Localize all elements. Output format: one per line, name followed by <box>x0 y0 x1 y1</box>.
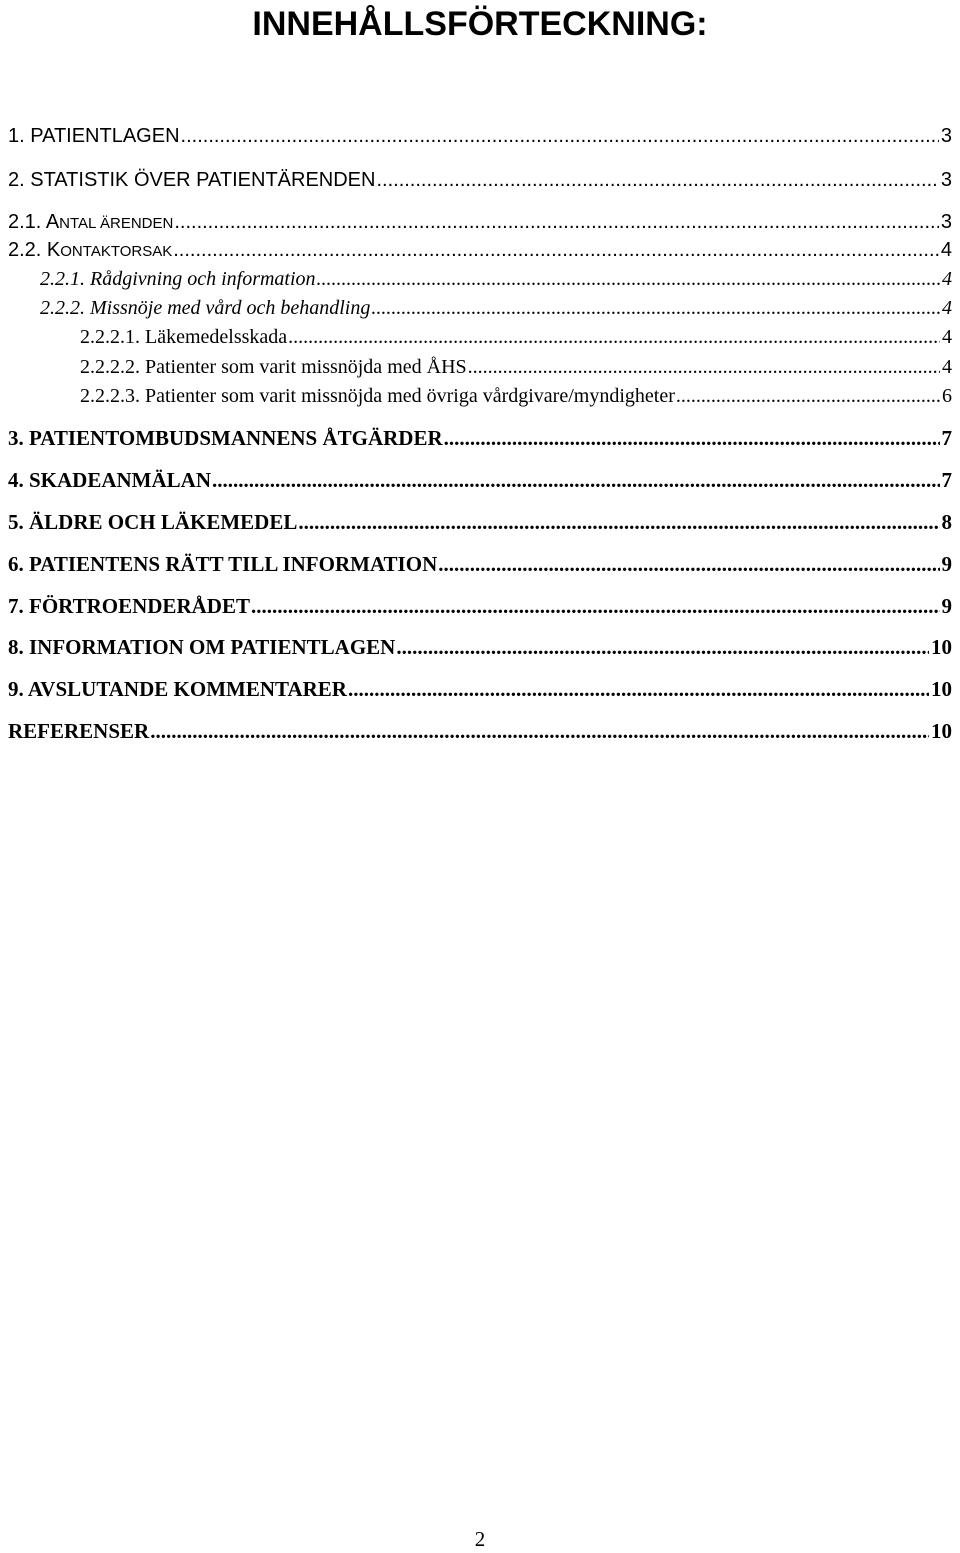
toc-label-prefix: 2.1. A <box>8 211 60 233</box>
toc-entry-page: 4 <box>942 326 952 348</box>
toc-entry-page: 6 <box>942 385 952 407</box>
toc-entry-8[interactable] <box>0 629 960 665</box>
page-number: 2 <box>474 1527 486 1551</box>
toc-entry-label: 2.2.2. Missnöje med vård och behandling <box>40 297 371 319</box>
toc-entry-label: 8. INFORMATION OM PATIENTLAGEN <box>8 635 396 659</box>
toc-entry-label: 3. PATIENTOMBUDSMANNENS ÅTGÄRDER <box>8 426 443 450</box>
toc-leader-dots <box>180 118 939 154</box>
toc-leader-dots <box>347 671 929 707</box>
toc-entry-page: 9 <box>941 594 952 618</box>
toc-entry-page: 3 <box>940 125 952 147</box>
toc-entry-page: 4 <box>942 297 952 319</box>
toc-entry-label: 2. STATISTIK ÖVER PATIENTÄRENDEN <box>8 169 376 191</box>
toc-leader-dots <box>149 713 929 749</box>
toc-label-rest: ONTAKTORSAK <box>60 243 173 260</box>
toc-leader-dots <box>437 546 939 582</box>
toc-entry-9[interactable] <box>0 671 960 707</box>
toc-title: INNEHÅLLSFÖRTECKNING: <box>252 5 708 43</box>
toc-entry-page: 4 <box>942 356 952 378</box>
toc-entry-label: 2.2.2.2. Patienter som varit missnöjda med ÅHS <box>80 356 467 378</box>
toc-entry-page: 4 <box>942 268 952 290</box>
toc-entry-2-2-2-3[interactable] <box>0 378 960 414</box>
toc-entry-label: 2.2.2.3. Patienter som varit missnöjda med övriga vårdgivare/myndigheter <box>80 385 675 407</box>
toc-entry-page: 9 <box>941 552 952 576</box>
toc-entry-label: 7. FÖRTROENDERÅDET <box>8 594 250 618</box>
toc-entry-5[interactable] <box>0 504 960 540</box>
toc-entry-label: REFERENSER <box>8 719 150 743</box>
toc-entry-page: 10 <box>931 719 952 743</box>
toc-label-prefix: 2.2. K <box>8 239 61 261</box>
toc-entry-label: 9. AVSLUTANDE KOMMENTARER <box>8 677 347 701</box>
toc-entry-1[interactable] <box>0 118 960 154</box>
toc-entry-page: 7 <box>941 468 952 492</box>
toc-entry-6[interactable] <box>0 546 960 582</box>
toc-label-rest: NTAL ÄRENDEN <box>59 215 174 232</box>
toc-entry-references[interactable] <box>0 713 960 749</box>
toc-leader-dots <box>375 162 938 198</box>
toc-entry-page: 7 <box>941 426 952 450</box>
toc-entry-page: 4 <box>940 239 952 261</box>
toc-leader-dots <box>297 504 939 540</box>
toc-entry-7[interactable] <box>0 588 960 624</box>
toc-entry-page: 10 <box>931 635 952 659</box>
toc-leader-dots <box>395 629 929 665</box>
toc-leader-dots <box>250 588 940 624</box>
toc-entry-page: 3 <box>940 169 952 191</box>
toc-entry-label: 4. SKADEANMÄLAN <box>8 468 212 492</box>
toc-entry-label: 6. PATIENTENS RÄTT TILL INFORMATION <box>8 552 438 576</box>
toc-entry-label: 2.2.2.1. Läkemedelsskada <box>80 326 288 348</box>
toc-entry-label: 2.2.1. Rådgivning och information <box>40 268 316 290</box>
toc-entry-page: 10 <box>931 677 952 701</box>
toc-entry-page: 3 <box>940 211 952 233</box>
toc-leader-dots <box>443 420 940 456</box>
toc-entry-4[interactable] <box>0 462 960 498</box>
toc-leader-dots <box>675 378 940 414</box>
toc-entry-2[interactable] <box>0 162 960 198</box>
toc-entry-page: 8 <box>941 510 952 534</box>
toc-entry-label: 1. PATIENTLAGEN <box>8 125 180 147</box>
toc-entry-label: 5. ÄLDRE OCH LÄKEMEDEL <box>8 510 298 534</box>
toc-leader-dots <box>211 462 939 498</box>
toc-entry-3[interactable] <box>0 420 960 456</box>
